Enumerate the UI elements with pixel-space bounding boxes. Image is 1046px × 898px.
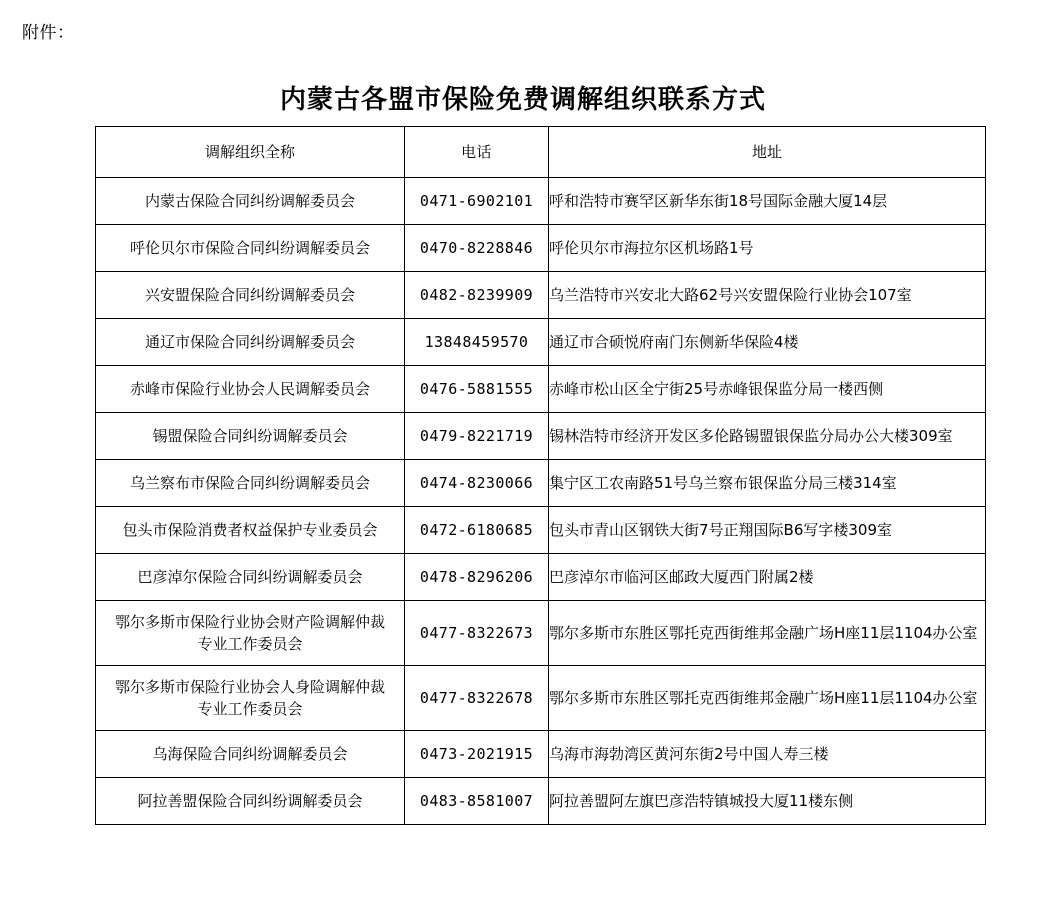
cell-phone: 0477-8322678	[405, 666, 549, 731]
cell-organization	[96, 601, 405, 666]
cell-organization-line2: 专业工作委员会	[197, 635, 303, 653]
cell-address: 巴彦淖尔市临河区邮政大厦西门附属2楼	[549, 554, 986, 601]
cell-organization: 锡盟保险合同纠纷调解委员会	[96, 413, 405, 460]
table-row	[96, 731, 986, 778]
cell-address: 乌兰浩特市兴安北大路62号兴安盟保险行业协会107室	[549, 272, 986, 319]
cell-organization: 通辽市保险合同纠纷调解委员会	[96, 319, 405, 366]
cell-phone: 13848459570	[405, 319, 549, 366]
cell-phone: 0479-8221719	[405, 413, 549, 460]
cell-organization: 阿拉善盟保险合同纠纷调解委员会	[96, 778, 405, 825]
cell-phone: 0482-8239909	[405, 272, 549, 319]
cell-phone: 0477-8322673	[405, 601, 549, 666]
table-row	[96, 778, 986, 825]
cell-address: 鄂尔多斯市东胜区鄂托克西街维邦金融广场H座11层1104办公室	[549, 666, 986, 731]
column-header-address: 地址	[549, 127, 986, 178]
cell-phone: 0473-2021915	[405, 731, 549, 778]
cell-organization-line2: 专业工作委员会	[197, 700, 303, 718]
cell-phone: 0476-5881555	[405, 366, 549, 413]
cell-organization	[96, 666, 405, 731]
cell-organization: 乌兰察布市保险合同纠纷调解委员会	[96, 460, 405, 507]
cell-phone: 0483-8581007	[405, 778, 549, 825]
table-row	[96, 272, 986, 319]
table-header-row	[96, 127, 986, 178]
table-row	[96, 413, 986, 460]
table-row	[96, 178, 986, 225]
cell-phone: 0471-6902101	[405, 178, 549, 225]
cell-organization-line1: 鄂尔多斯市保险行业协会人身险调解仲裁	[114, 678, 385, 696]
cell-address: 阿拉善盟阿左旗巴彦浩特镇城投大厦11楼东侧	[549, 778, 986, 825]
cell-organization: 呼伦贝尔市保险合同纠纷调解委员会	[96, 225, 405, 272]
table-row	[96, 366, 986, 413]
cell-address: 乌海市海勃湾区黄河东街2号中国人寿三楼	[549, 731, 986, 778]
cell-organization: 乌海保险合同纠纷调解委员会	[96, 731, 405, 778]
contact-table-container	[95, 126, 985, 825]
cell-organization: 赤峰市保险行业协会人民调解委员会	[96, 366, 405, 413]
cell-address: 鄂尔多斯市东胜区鄂托克西街维邦金融广场H座11层1104办公室	[549, 601, 986, 666]
page-title: 内蒙古各盟市保险免费调解组织联系方式	[279, 85, 766, 115]
cell-phone: 0478-8296206	[405, 554, 549, 601]
cell-phone: 0470-8228846	[405, 225, 549, 272]
cell-phone: 0474-8230066	[405, 460, 549, 507]
cell-address: 通辽市合硕悦府南门东侧新华保险4楼	[549, 319, 986, 366]
cell-address: 集宁区工农南路51号乌兰察布银保监分局三楼314室	[549, 460, 986, 507]
table-row	[96, 507, 986, 554]
table-row	[96, 601, 986, 666]
table-row	[96, 319, 986, 366]
cell-address: 呼伦贝尔市海拉尔区机场路1号	[549, 225, 986, 272]
cell-address: 包头市青山区钢铁大街7号正翔国际B6写字楼309室	[549, 507, 986, 554]
cell-organization: 兴安盟保险合同纠纷调解委员会	[96, 272, 405, 319]
cell-address: 赤峰市松山区全宁街25号赤峰银保监分局一楼西侧	[549, 366, 986, 413]
cell-phone: 0472-6180685	[405, 507, 549, 554]
table-row	[96, 460, 986, 507]
cell-address: 锡林浩特市经济开发区多伦路锡盟银保监分局办公大楼309室	[549, 413, 986, 460]
cell-organization-line1: 鄂尔多斯市保险行业协会财产险调解仲裁	[114, 613, 385, 631]
column-header-phone: 电话	[405, 127, 549, 178]
cell-address: 呼和浩特市赛罕区新华东街18号国际金融大厦14层	[549, 178, 986, 225]
table-row	[96, 225, 986, 272]
attachment-label: 附件：	[22, 23, 75, 43]
mediation-contact-table	[95, 126, 986, 825]
table-row	[96, 666, 986, 731]
cell-organization: 巴彦淖尔保险合同纠纷调解委员会	[96, 554, 405, 601]
cell-organization: 包头市保险消费者权益保护专业委员会	[96, 507, 405, 554]
table-row	[96, 554, 986, 601]
column-header-organization: 调解组织全称	[96, 127, 405, 178]
cell-organization: 内蒙古保险合同纠纷调解委员会	[96, 178, 405, 225]
